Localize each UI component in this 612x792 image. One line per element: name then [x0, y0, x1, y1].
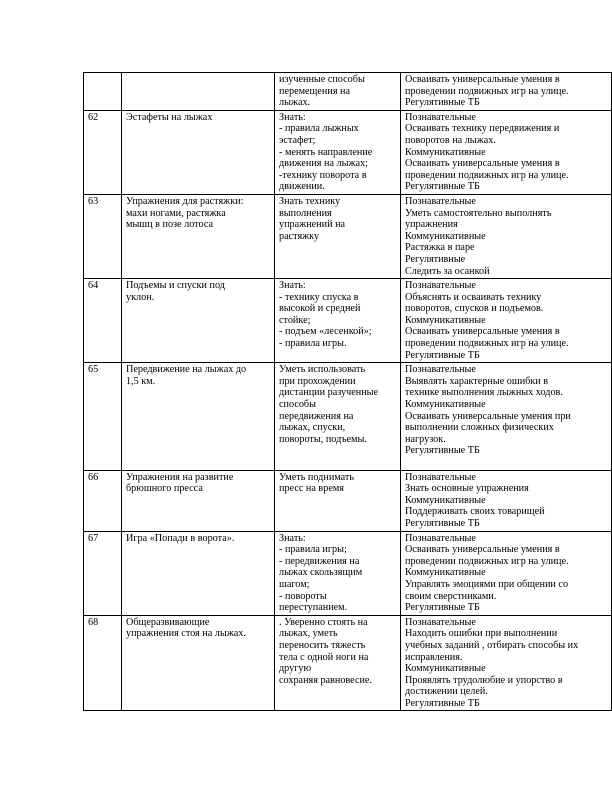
lesson-skills-line: Познавательные	[405, 280, 476, 292]
lesson-topic-line: Упражнения на развитие	[126, 471, 234, 483]
lesson-topic	[122, 279, 275, 363]
lesson-skills-line: Управлять эмоциями при общении со	[405, 578, 569, 590]
lesson-skills-line: проведении подвижных игр на улице.	[405, 85, 569, 97]
lesson-knowledge-line: шагом;	[279, 578, 310, 590]
lesson-knowledge-line: - правила лыжных	[279, 123, 359, 135]
lesson-skills-line: Объяснять и осваивать технику	[405, 291, 542, 303]
lesson-topic	[122, 531, 275, 615]
lesson-skills-line: Коммуникативные	[405, 314, 486, 326]
lesson-knowledge-line: - правила игры;	[279, 544, 347, 556]
table-row	[84, 531, 612, 615]
lesson-skills-line: Выявлять характерные ошибки в	[405, 375, 549, 387]
lesson-skills-line: Регулятивные ТБ	[405, 602, 480, 614]
lesson-skills-line	[405, 457, 608, 469]
lesson-skills-line: Познавательные	[405, 616, 476, 628]
table-row	[84, 73, 612, 111]
lesson-knowledge-line: Уметь использовать	[279, 364, 366, 376]
lesson-topic	[122, 363, 275, 470]
lesson-skills-line: поворотов на лыжах.	[405, 134, 496, 146]
lesson-skills-line: достижении целей.	[405, 686, 488, 698]
lesson-knowledge	[275, 363, 401, 470]
lesson-knowledge-line: передвижения на	[279, 410, 354, 422]
lesson-knowledge-line: движения на лыжах;	[279, 158, 368, 170]
lesson-knowledge-line: тела с одной ноги на	[279, 651, 369, 663]
lesson-skills-line: Регулятивные ТБ	[405, 97, 480, 109]
lesson-knowledge-line: Знать:	[279, 532, 306, 544]
lesson-skills-line: Находить ошибки при выполнении	[405, 628, 558, 640]
lesson-knowledge-line: растяжку	[279, 230, 320, 242]
lesson-knowledge-line: способы	[279, 399, 316, 411]
lesson-skills-line: своим сверстниками.	[405, 590, 497, 602]
lesson-skills-line: упражнения	[405, 219, 458, 231]
lesson-knowledge-line: эстафет;	[279, 134, 316, 146]
lesson-topic-line: мышц в позе лотоса	[126, 219, 214, 231]
lesson-skills-line: Познавательные	[405, 111, 476, 123]
lesson-knowledge-line: дистанции разученные	[279, 387, 379, 399]
lesson-skills-line: Коммуникативные	[405, 399, 486, 411]
lesson-number: 64	[84, 279, 122, 363]
lesson-knowledge-line: Знать:	[279, 111, 306, 123]
lesson-knowledge-line: . Уверенно стоять на	[279, 616, 368, 628]
lesson-skills-line: проведении подвижных игр на улице.	[405, 169, 569, 181]
lesson-skills-line: исправления.	[405, 651, 463, 663]
lesson-knowledge	[275, 470, 401, 531]
lesson-skills-line: поворотов, спусков и подъемов.	[405, 303, 544, 315]
lesson-number: 67	[84, 531, 122, 615]
lesson-topic	[122, 73, 275, 111]
lesson-number: 65	[84, 363, 122, 470]
lesson-knowledge-line: Знать технику	[279, 195, 341, 207]
table-row	[84, 194, 612, 278]
lesson-knowledge-line: упражнений на	[279, 219, 346, 231]
lesson-number: 66	[84, 470, 122, 531]
lesson-knowledge-line: - технику спуска в	[279, 291, 359, 303]
lesson-skills-line: Уметь самостоятельно выполнять	[405, 207, 552, 219]
lesson-skills-line: Коммуникативные	[405, 567, 486, 579]
lesson-knowledge-line: выполнения	[279, 207, 332, 219]
lesson-skills-line: Познавательные	[405, 471, 476, 483]
lesson-topic	[122, 470, 275, 531]
lesson-knowledge-line: пресс на время	[279, 483, 344, 495]
lesson-skills	[401, 470, 612, 531]
lesson-number: 63	[84, 194, 122, 278]
lesson-number: 68	[84, 615, 122, 711]
lesson-skills-line: Осваивать универсальные умения в	[405, 544, 560, 556]
lesson-skills-line: проведении подвижных игр на улице.	[405, 338, 569, 350]
lesson-skills-line: нагрузок.	[405, 433, 446, 445]
lesson-skills-line: технике выполнения лыжных ходов.	[405, 387, 563, 399]
table-row	[84, 363, 612, 470]
lesson-knowledge-line: лыжах скользящим	[279, 567, 363, 579]
lesson-knowledge-line: - подъем «лесенкой»;	[279, 326, 372, 338]
lesson-knowledge-line: переносить тяжесть	[279, 639, 366, 651]
lesson-knowledge-line: движении.	[279, 181, 325, 193]
lesson-skills	[401, 73, 612, 111]
lesson-knowledge-line: -технику поворота в	[279, 169, 367, 181]
lesson-knowledge-line: - повороты	[279, 590, 327, 602]
lesson-skills	[401, 615, 612, 711]
table-row	[84, 615, 612, 711]
table-row	[84, 470, 612, 531]
table-row	[84, 110, 612, 194]
lesson-knowledge-line: - правила игры.	[279, 338, 347, 350]
lesson-topic-line: Игра «Попади в ворота».	[126, 532, 235, 544]
lesson-knowledge-line: перемещения на	[279, 85, 351, 97]
lesson-skills	[401, 279, 612, 363]
lesson-skills-line: Познавательные	[405, 364, 476, 376]
lesson-topic-line: Общеразвивающие	[126, 616, 210, 628]
lesson-knowledge-line: Уметь поднимать	[279, 471, 355, 483]
lesson-skills-line: Коммуникативные	[405, 146, 486, 158]
lesson-skills-line: Поддерживать своих товарищей	[405, 506, 545, 518]
lesson-knowledge-line: лыжах, спуски,	[279, 422, 346, 434]
lesson-knowledge	[275, 73, 401, 111]
lesson-knowledge-line: другую	[279, 663, 312, 675]
lesson-knowledge-line: лыжах.	[279, 97, 311, 109]
lesson-knowledge-line: повороты, подъемы.	[279, 433, 367, 445]
lesson-knowledge-line: изученные способы	[279, 74, 365, 85]
table-body	[84, 73, 612, 711]
lesson-skills-line: Растяжка в паре	[405, 242, 475, 254]
lesson-skills-line: проведении подвижных игр на улице.	[405, 555, 569, 567]
lesson-topic	[122, 194, 275, 278]
lesson-skills-line: Познавательные	[405, 195, 476, 207]
lesson-knowledge-line: лыжах, уметь	[279, 628, 338, 640]
lesson-skills	[401, 194, 612, 278]
table-row	[84, 279, 612, 363]
lesson-topic	[122, 110, 275, 194]
lesson-knowledge-line: - менять направление	[279, 146, 373, 158]
lesson-knowledge-line: высокой и средней	[279, 303, 361, 315]
lesson-skills-line: Коммуникативные	[405, 494, 486, 506]
lesson-skills-line: Регулятивные ТБ	[405, 517, 480, 529]
lesson-skills-line: учебных заданий , отбирать способы их	[405, 639, 579, 651]
lesson-skills-line: Регулятивные	[405, 253, 466, 265]
lesson-knowledge-line: сохраняя равновесие.	[279, 674, 372, 686]
lesson-knowledge-line: Знать:	[279, 280, 306, 292]
lesson-skills-line: Проявлять трудолюбие и упорство в	[405, 674, 563, 686]
lesson-topic-line: Упражнения для растяжки:	[126, 195, 244, 207]
lesson-topic-line: упражнения стоя на лыжах.	[126, 628, 246, 640]
lesson-topic-line: Подъемы и спуски под	[126, 280, 225, 292]
lesson-topic-line: 1,5 км.	[126, 375, 156, 387]
lesson-skills	[401, 363, 612, 470]
lesson-skills-line: Познавательные	[405, 532, 476, 544]
lesson-skills-line: выполнении сложных физических	[405, 422, 554, 434]
lesson-skills-line: Осваивать универсальные умения в	[405, 74, 560, 85]
lesson-topic	[122, 615, 275, 711]
lesson-skills-line: Знать основные упражнения	[405, 483, 529, 495]
lesson-skills-line: Осваивать универсальные умения в	[405, 158, 560, 170]
lesson-skills-line: Осваивать универсальные умения в	[405, 326, 560, 338]
lesson-skills-line: Регулятивные ТБ	[405, 181, 480, 193]
lesson-skills-line: Осваивать технику передвижения и	[405, 123, 560, 135]
lesson-knowledge-line: переступанием.	[279, 602, 348, 614]
lesson-knowledge	[275, 615, 401, 711]
lesson-knowledge-line: стойке;	[279, 314, 311, 326]
lesson-number	[84, 73, 122, 111]
lesson-skills	[401, 531, 612, 615]
lesson-skills-line: Следить за осанкой	[405, 265, 490, 277]
lesson-skills-line: Регулятивные ТБ	[405, 445, 480, 457]
lesson-number: 62	[84, 110, 122, 194]
lesson-topic-line: уклон.	[126, 291, 155, 303]
lesson-topic-line: махи ногами, растяжка	[126, 207, 226, 219]
lesson-topic-line: брюшного пресса	[126, 483, 203, 495]
lesson-skills-line: Коммуникативные	[405, 230, 486, 242]
lesson-plan-table	[83, 72, 612, 711]
lesson-skills-line: Регулятивные ТБ	[405, 697, 480, 709]
lesson-knowledge	[275, 279, 401, 363]
lesson-topic-line: Передвижение на лыжах до	[126, 364, 247, 376]
lesson-skills-line: Регулятивные ТБ	[405, 349, 480, 361]
lesson-knowledge	[275, 110, 401, 194]
lesson-knowledge	[275, 194, 401, 278]
lesson-topic-line: Эстафеты на лыжах	[126, 111, 213, 123]
lesson-skills	[401, 110, 612, 194]
lesson-skills-line: Коммуникативные	[405, 663, 486, 675]
lesson-knowledge-line: - передвижения на	[279, 555, 360, 567]
lesson-skills-line: Осваивать универсальные умения при	[405, 410, 571, 422]
lesson-knowledge-line: при прохождении	[279, 375, 356, 387]
lesson-knowledge	[275, 531, 401, 615]
